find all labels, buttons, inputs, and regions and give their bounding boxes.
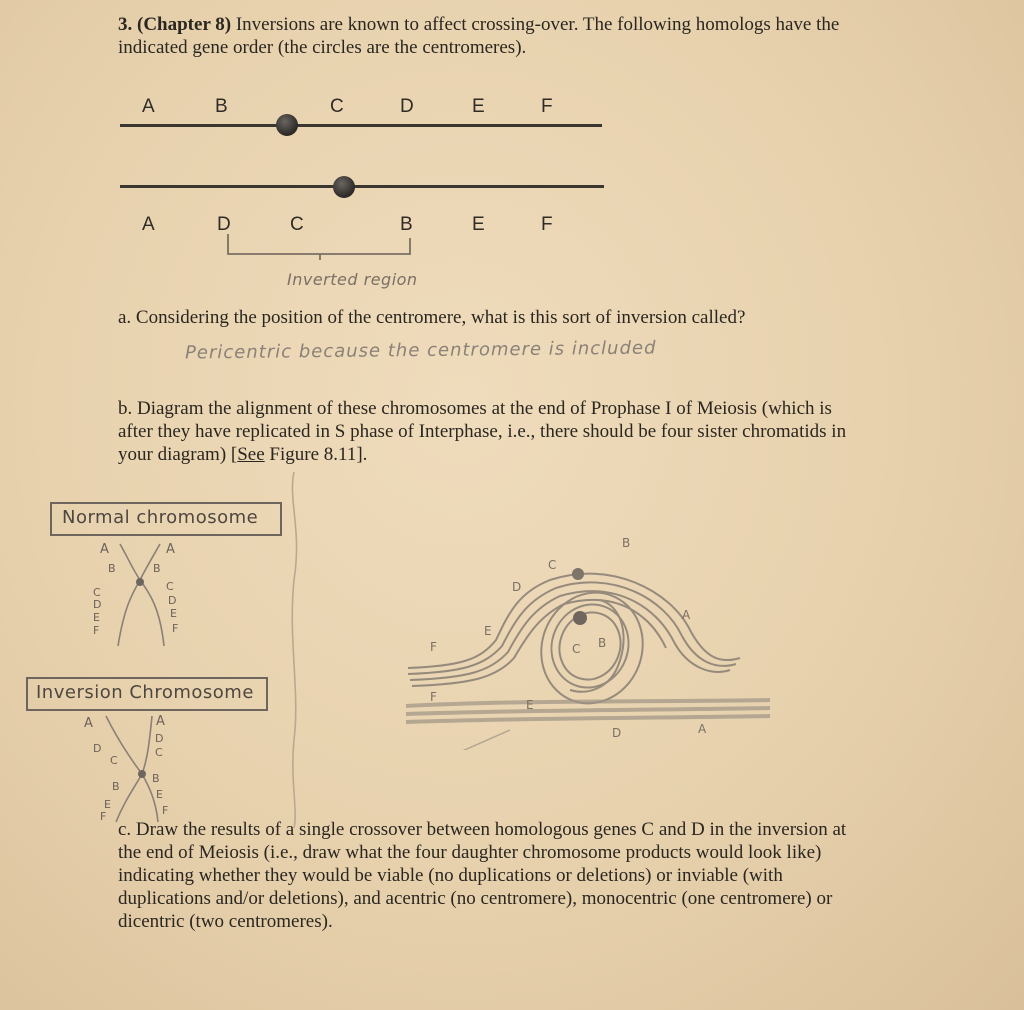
- homolog-1-centromere: [276, 114, 298, 136]
- loop-label-d: D: [512, 580, 522, 594]
- part-b-line-3-pre: your diagram) [: [118, 444, 238, 465]
- question-line-1: [118, 13, 998, 36]
- question-text-2: indicated gene order (the circles are the centromeres).: [118, 37, 527, 58]
- normal-right-a: A: [166, 542, 175, 557]
- homolog-1-gene-a: A: [142, 96, 155, 117]
- part-a-answer: Pericentric because the centromere is included: [184, 337, 657, 364]
- part-c-question: [118, 818, 998, 933]
- homolog-2-gene-e: E: [472, 214, 485, 235]
- inversion-left-a: A: [84, 716, 93, 731]
- part-b-line-2: after they have replicated in S phase of Interphase, i.e., there should be four sister chromatids in: [118, 421, 847, 442]
- homolog-2-gene-f: F: [541, 214, 553, 235]
- loop-label-b: B: [622, 536, 631, 550]
- question-chapter: (Chapter 8): [137, 14, 232, 35]
- part-b-line-3-post: Figure 8.11].: [264, 444, 368, 465]
- pencil-divider: [280, 470, 310, 830]
- loop-inner-label-c: C: [572, 642, 581, 656]
- homolog-1-gene-e: E: [472, 96, 485, 117]
- homolog-2-line: [120, 185, 604, 188]
- inversion-chromosome-box: [26, 677, 268, 711]
- normal-left-c: C: [93, 586, 101, 599]
- part-a-question: a. Considering the position of the centromere, what is this sort of inversion called?: [118, 307, 746, 328]
- normal-chromosome-label: Normal chromosome: [62, 507, 259, 528]
- part-b-line-3: [118, 443, 998, 466]
- inversion-chromosome-sketch: [80, 710, 200, 825]
- part-c-line-4: duplications and/or deletions), and acentric (no centromere), monocentric (one centromere) or: [118, 888, 833, 909]
- normal-left-f: F: [93, 624, 100, 637]
- loop-label-f: F: [430, 640, 437, 654]
- homolog-2-gene-d: D: [217, 214, 231, 235]
- inversion-left-d: D: [93, 742, 102, 755]
- normal-chromosome-box: [50, 502, 282, 536]
- inversion-left-e: E: [104, 798, 111, 811]
- inverted-region-bracket: [220, 232, 420, 262]
- inversion-right-c: C: [155, 746, 163, 759]
- question-3: [118, 13, 998, 59]
- loop-bottom-label-f: F: [430, 690, 437, 704]
- inversion-right-a: A: [156, 714, 165, 729]
- normal-right-b: B: [153, 562, 161, 575]
- part-b-question: [118, 397, 998, 466]
- homolog-1-line: [120, 124, 602, 127]
- homolog-1-gene-d: D: [400, 96, 414, 117]
- part-c-line-2: the end of Meiosis (i.e., draw what the four daughter chromosome products would look like): [118, 842, 822, 863]
- inversion-chromosome-label: Inversion Chromosome: [36, 682, 254, 703]
- loop-label-c: C: [548, 558, 557, 572]
- normal-right-f: F: [172, 622, 179, 635]
- loop-label-a: A: [682, 608, 691, 622]
- homolog-2-gene-b: B: [400, 214, 413, 235]
- normal-right-c: C: [166, 580, 174, 593]
- part-c-line-3: indicating whether they would be viable (no duplications or deletions) or inviable (with: [118, 865, 783, 886]
- homolog-1-gene-f: F: [541, 96, 553, 117]
- part-c-line-5: dicentric (two centromeres).: [118, 911, 333, 932]
- inversion-loop-diagram: [400, 540, 780, 750]
- inversion-left-f: F: [100, 810, 107, 823]
- normal-left-a: A: [100, 542, 109, 557]
- inversion-right-e: E: [156, 788, 163, 801]
- loop-label-e: E: [484, 624, 492, 638]
- homolog-1-gene-c: C: [330, 96, 344, 117]
- normal-right-e: E: [170, 607, 177, 620]
- inversion-left-b: B: [112, 780, 120, 793]
- normal-left-b: B: [108, 562, 116, 575]
- loop-inner-label-b: B: [598, 636, 607, 650]
- homolog-2-centromere: [333, 176, 355, 198]
- question-number: 3.: [118, 14, 133, 35]
- inversion-right-f: F: [162, 804, 169, 817]
- loop-bottom-label-e: E: [526, 698, 534, 712]
- homolog-2-gene-c: C: [290, 214, 304, 235]
- loop-bottom-label-d: D: [612, 726, 622, 740]
- part-c-line-1: c. Draw the results of a single crossover between homologous genes C and D in the inversion at: [118, 819, 847, 840]
- question-text-1: Inversions are known to affect crossing-over. The following homologs have the: [231, 14, 840, 35]
- normal-left-e: E: [93, 611, 100, 624]
- inverted-region-label: Inverted region: [287, 270, 418, 289]
- part-b-line-1: b. Diagram the alignment of these chromosomes at the end of Prophase I of Meiosis (which is: [118, 398, 832, 419]
- loop-bottom-label-a: A: [698, 722, 707, 736]
- homolog-2-gene-a: A: [142, 214, 155, 235]
- inversion-left-c: C: [110, 754, 118, 767]
- inversion-right-d: D: [155, 732, 164, 745]
- homolog-1-gene-b: B: [215, 96, 228, 117]
- normal-left-d: D: [93, 598, 102, 611]
- normal-right-d: D: [168, 594, 177, 607]
- figure-link[interactable]: See: [237, 444, 265, 465]
- inversion-right-b: B: [152, 772, 160, 785]
